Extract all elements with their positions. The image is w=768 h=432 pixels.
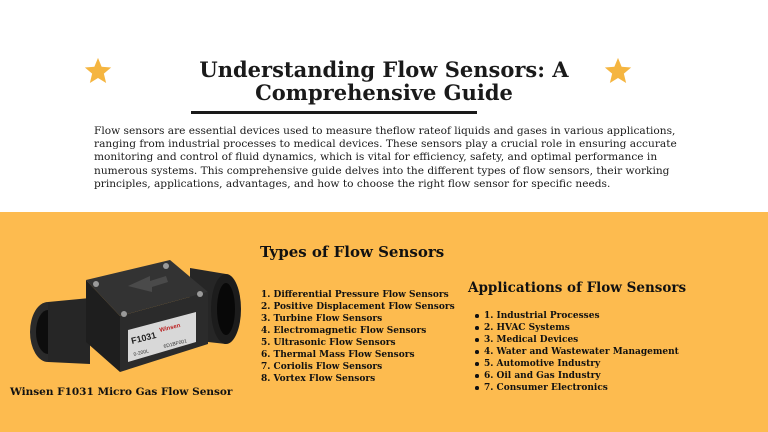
list-item: 2. HVAC Systems: [484, 322, 679, 334]
types-heading: Types of Flow Sensors: [260, 243, 445, 261]
title-underline: [191, 111, 477, 114]
list-item: 4. Electromagnetic Flow Sensors: [261, 326, 427, 336]
list-item: 1. Differential Pressure Flow Sensors: [261, 290, 449, 300]
list-item: 5. Automotive Industry: [484, 358, 679, 370]
list-item: 7. Consumer Electronics: [484, 382, 679, 394]
product-caption: Winsen F1031 Micro Gas Flow Sensor: [10, 386, 233, 398]
list-item: 2. Positive Displacement Flow Sensors: [261, 302, 455, 312]
types-list: [261, 289, 455, 385]
star-icon: [83, 56, 113, 86]
page-title: Understanding Flow Sensors: A Comprehensive Guide: [199, 57, 569, 105]
flow-sensor-image: [20, 240, 244, 380]
list-item: 7. Coriolis Flow Sensors: [261, 362, 383, 372]
list-item: 3. Turbine Flow Sensors: [261, 314, 383, 324]
list-item: 6. Oil and Gas Industry: [484, 370, 679, 382]
list-item: 4. Water and Wastewater Management: [484, 347, 679, 357]
intro-paragraph: Flow sensors are essential devices used to measure theflow rateof liquids and gases in various applications, ranging from industrial processes to medical devices. These sensors play a crucial role in ensuring accurate monitoring and control of fluid dynamics, which is vital for efficiency, safety, and optimal performance in numerous systems. This comprehensive guide delves into the different types of flow sensors, their working principles, applications, advantages, and how to choose the right flow sensor for specific needs.: [94, 125, 677, 190]
serial-label: 6D1BF001: [163, 338, 188, 350]
list-item: 8. Vortex Flow Sensors: [261, 374, 376, 384]
range-label: 0-200L: [133, 348, 150, 358]
list-item: 6. Thermal Mass Flow Sensors: [261, 350, 415, 360]
applications-heading: Applications of Flow Sensors: [468, 280, 687, 296]
list-item: 5. Ultrasonic Flow Sensors: [261, 338, 396, 348]
applications-list: [484, 310, 679, 394]
brand-label: Winsen: [159, 322, 182, 334]
list-item: 1. Industrial Processes: [484, 310, 679, 322]
list-item: 3. Medical Devices: [484, 334, 679, 346]
model-label: F1031: [130, 330, 158, 346]
